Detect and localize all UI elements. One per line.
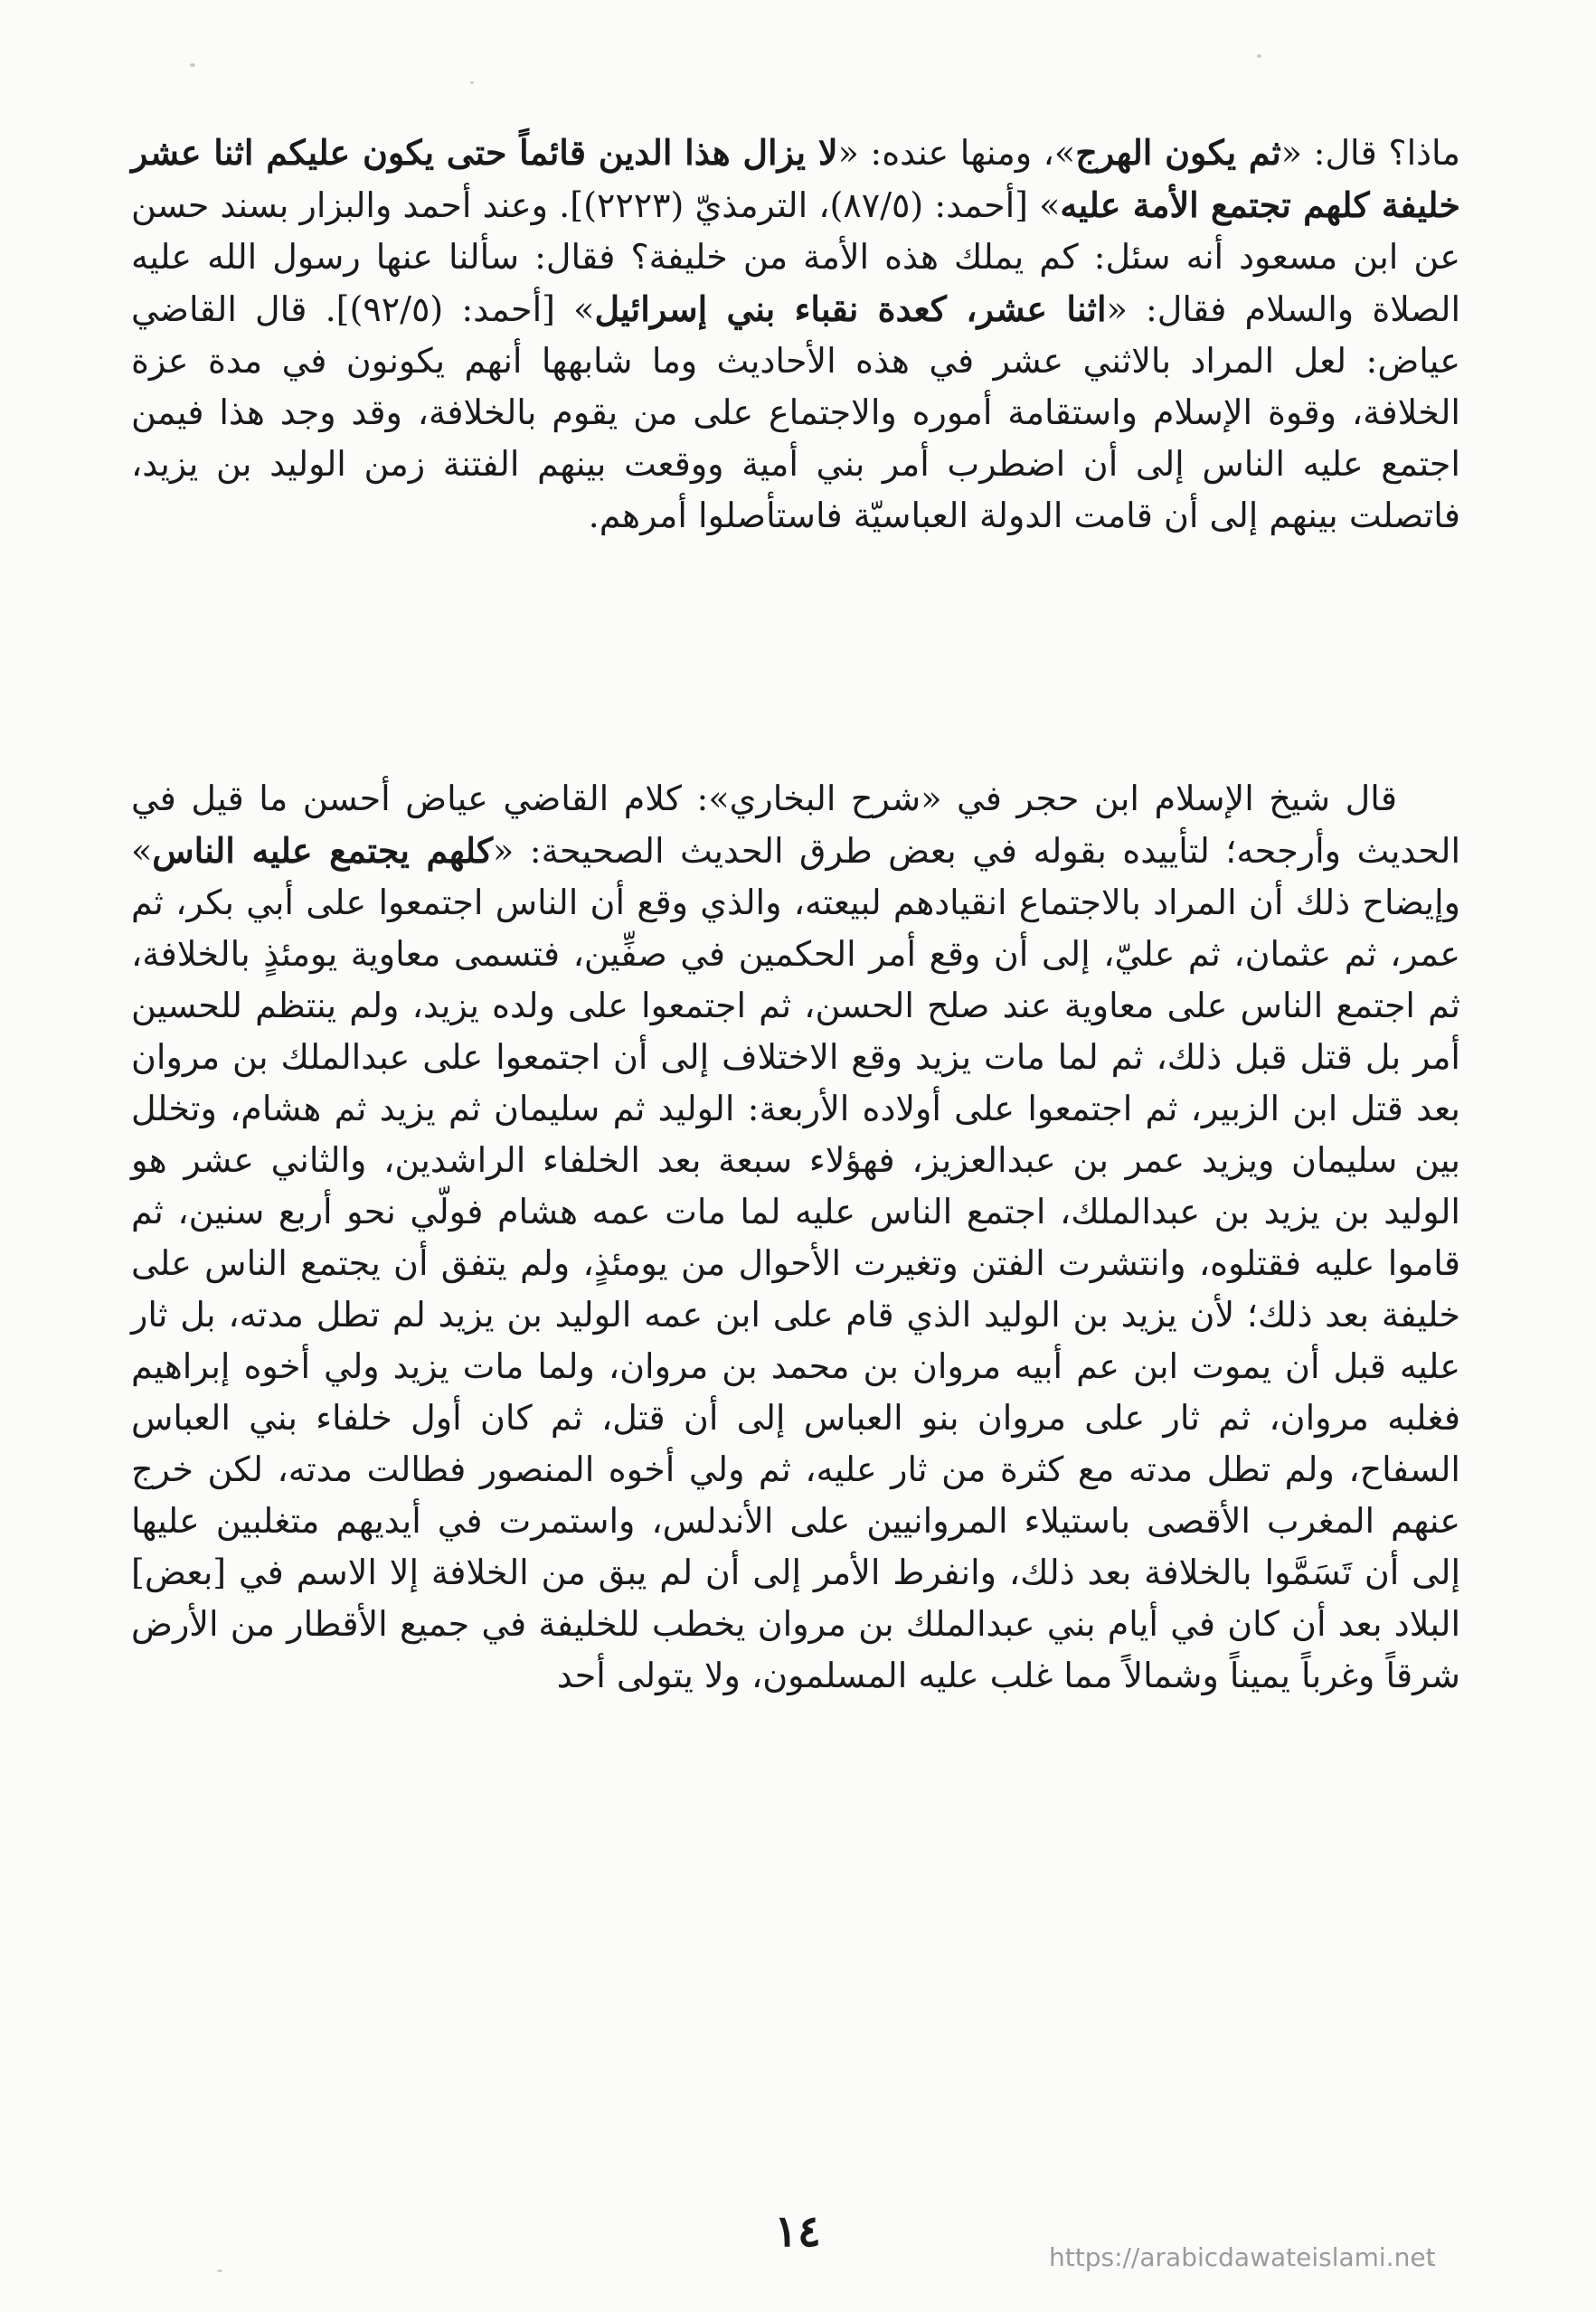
p2-run-2: » وإيضاح ذلك أن المراد بالاجتماع انقيادهم لبيعته، والذي وقع أن الناس اجتمعوا على أبي بكر، ثم عمر، ثم عثمان، ثم عليّ، إلى أن وقع أمر الحكمين في صفِّين، فتسمى معاوية يومئذٍ بالخلافة، ثم اجتمع الناس على معاوية عند صلح الحسن، ثم اجتمعوا على ولده يزيد، ولم ينتظم للحسين أمر بل قتل قبل ذلك، ثم لما مات يزيد وقع الاختلاف إلى أن اجتمعوا على عبدالملك بن مروان بعد قتل ابن الزبير، ثم اجتمعوا على أولاده الأربعة: الوليد ثم سليمان ثم يزيد ثم هشام، وتخلل بين سليمان ويزيد عمر بن عبدالعزيز، فهؤلاء سبعة بعد الخلفاء الراشدين، والثاني عشر هو الوليد بن يزيد بن عبدالملك، اجتمع الناس عليه لما مات عمه هشام فولّي نحو أربع سنين، ثم قاموا عليه فقتلوه، وانتشرت الفتن وتغيرت الأحوال من يومئذٍ، ولم يتفق أن يجتمع الناس على خليفة بعد ذلك؛ لأن يزيد بن الوليد الذي قام على ابن عمه الوليد بن يزيد لم تطل مدته، بل ثار عليه قبل أن يموت ابن عم أبيه مروان بن محمد بن مروان، ولما مات يزيد ولي أخوه إبراهيم فغلبه مروان، ثم ثار على مروان بنو العباس إلى أن قتل، ثم كان أول خلفاء بني العباس السفاح، ولم تطل مدته مع كثرة من ثار عليه، ثم ولي أخوه المنصور فطالت مدته، لكن خرج عنهم المغرب الأقصى باستيلاء المروانيين على الأندلس، واستمرت في أيديهم متغلبين عليها إلى أن تَسَمَّوا بالخلافة بعد ذلك، وانفرط الأمر إلى أن لم يبق من الخلافة إلا الاسم في [بعض] البلاد بعد أن كان في أيام بني عبدالملك بن مروان يخطب للخليفة في جميع الأقطار من الأرض شرقاً وغرباً يميناً وشمالاً مما غلب عليه المسلمون، ولا يتولى أحد [131, 831, 1461, 1695]
p1-citation-1: » [أحمد: (٨٧/٥)، الترمذيّ (٢٢٢٣)]. [559, 185, 1061, 225]
p2-run-1: قال شيخ الإسلام ابن حجر في «شرح البخاري»: كلام القاضي عياض أحسن ما قيل في الحديث وأرجحه؛ لتأييده بقوله في بعض طرق الحديث الصحيحة: « [131, 779, 1461, 871]
paragraph-1 [131, 127, 1460, 542]
p1-run-1: ماذا؟ قال: « [1280, 133, 1460, 173]
p1-hadith-2: لا يزال هذا الدين قائماً حتى يكون عليكم اثنا عشر خليفة كلهم تجتمع الأمة عليه [131, 132, 1461, 225]
p1-hadith-1: ثم يكون الهرج [1075, 132, 1281, 173]
watermark-url: https://arabicdawateislami.net [1049, 2242, 1436, 2272]
p1-hadith-3: اثنا عشر، كعدة نقباء بني إسرائيل [594, 288, 1107, 329]
p1-run-3: وعند أحمد والبزار بسند حسن عن ابن مسعود أنه سئل: كم يملك هذه الأمة من خليفة؟ فقال: سألنا عنها رسول الله عليه الصلاة والسلام فقال: « [131, 185, 1461, 329]
p2-hadith-1: كلهم يجتمع عليه الناس [152, 830, 494, 871]
p1-run-4: » [أحمد: (٩٢/٥)]. قال القاضي عياض: لعل المراد بالاثني عشر في هذه الأحاديث وما شابهها أنهم يكونون في مدة عزة الخلافة، وقوة الإسلام واستقامة أموره والاجتماع على من يقوم بالخلافة، وقد وجد هذا فيمن اجتمع عليه الناس إلى أن اضطرب أمر بني أمية ووقعت بينهم الفتنة زمن الوليد بن يزيد، فاتصلت بينهم إلى أن قامت الدولة العباسيّة فاستأصلوا أمرهم. [131, 289, 1460, 535]
paragraph-2 [131, 773, 1460, 1702]
page-number: ١٤ [774, 2206, 821, 2257]
p1-run-2: »، ومنها عنده: « [837, 133, 1076, 173]
